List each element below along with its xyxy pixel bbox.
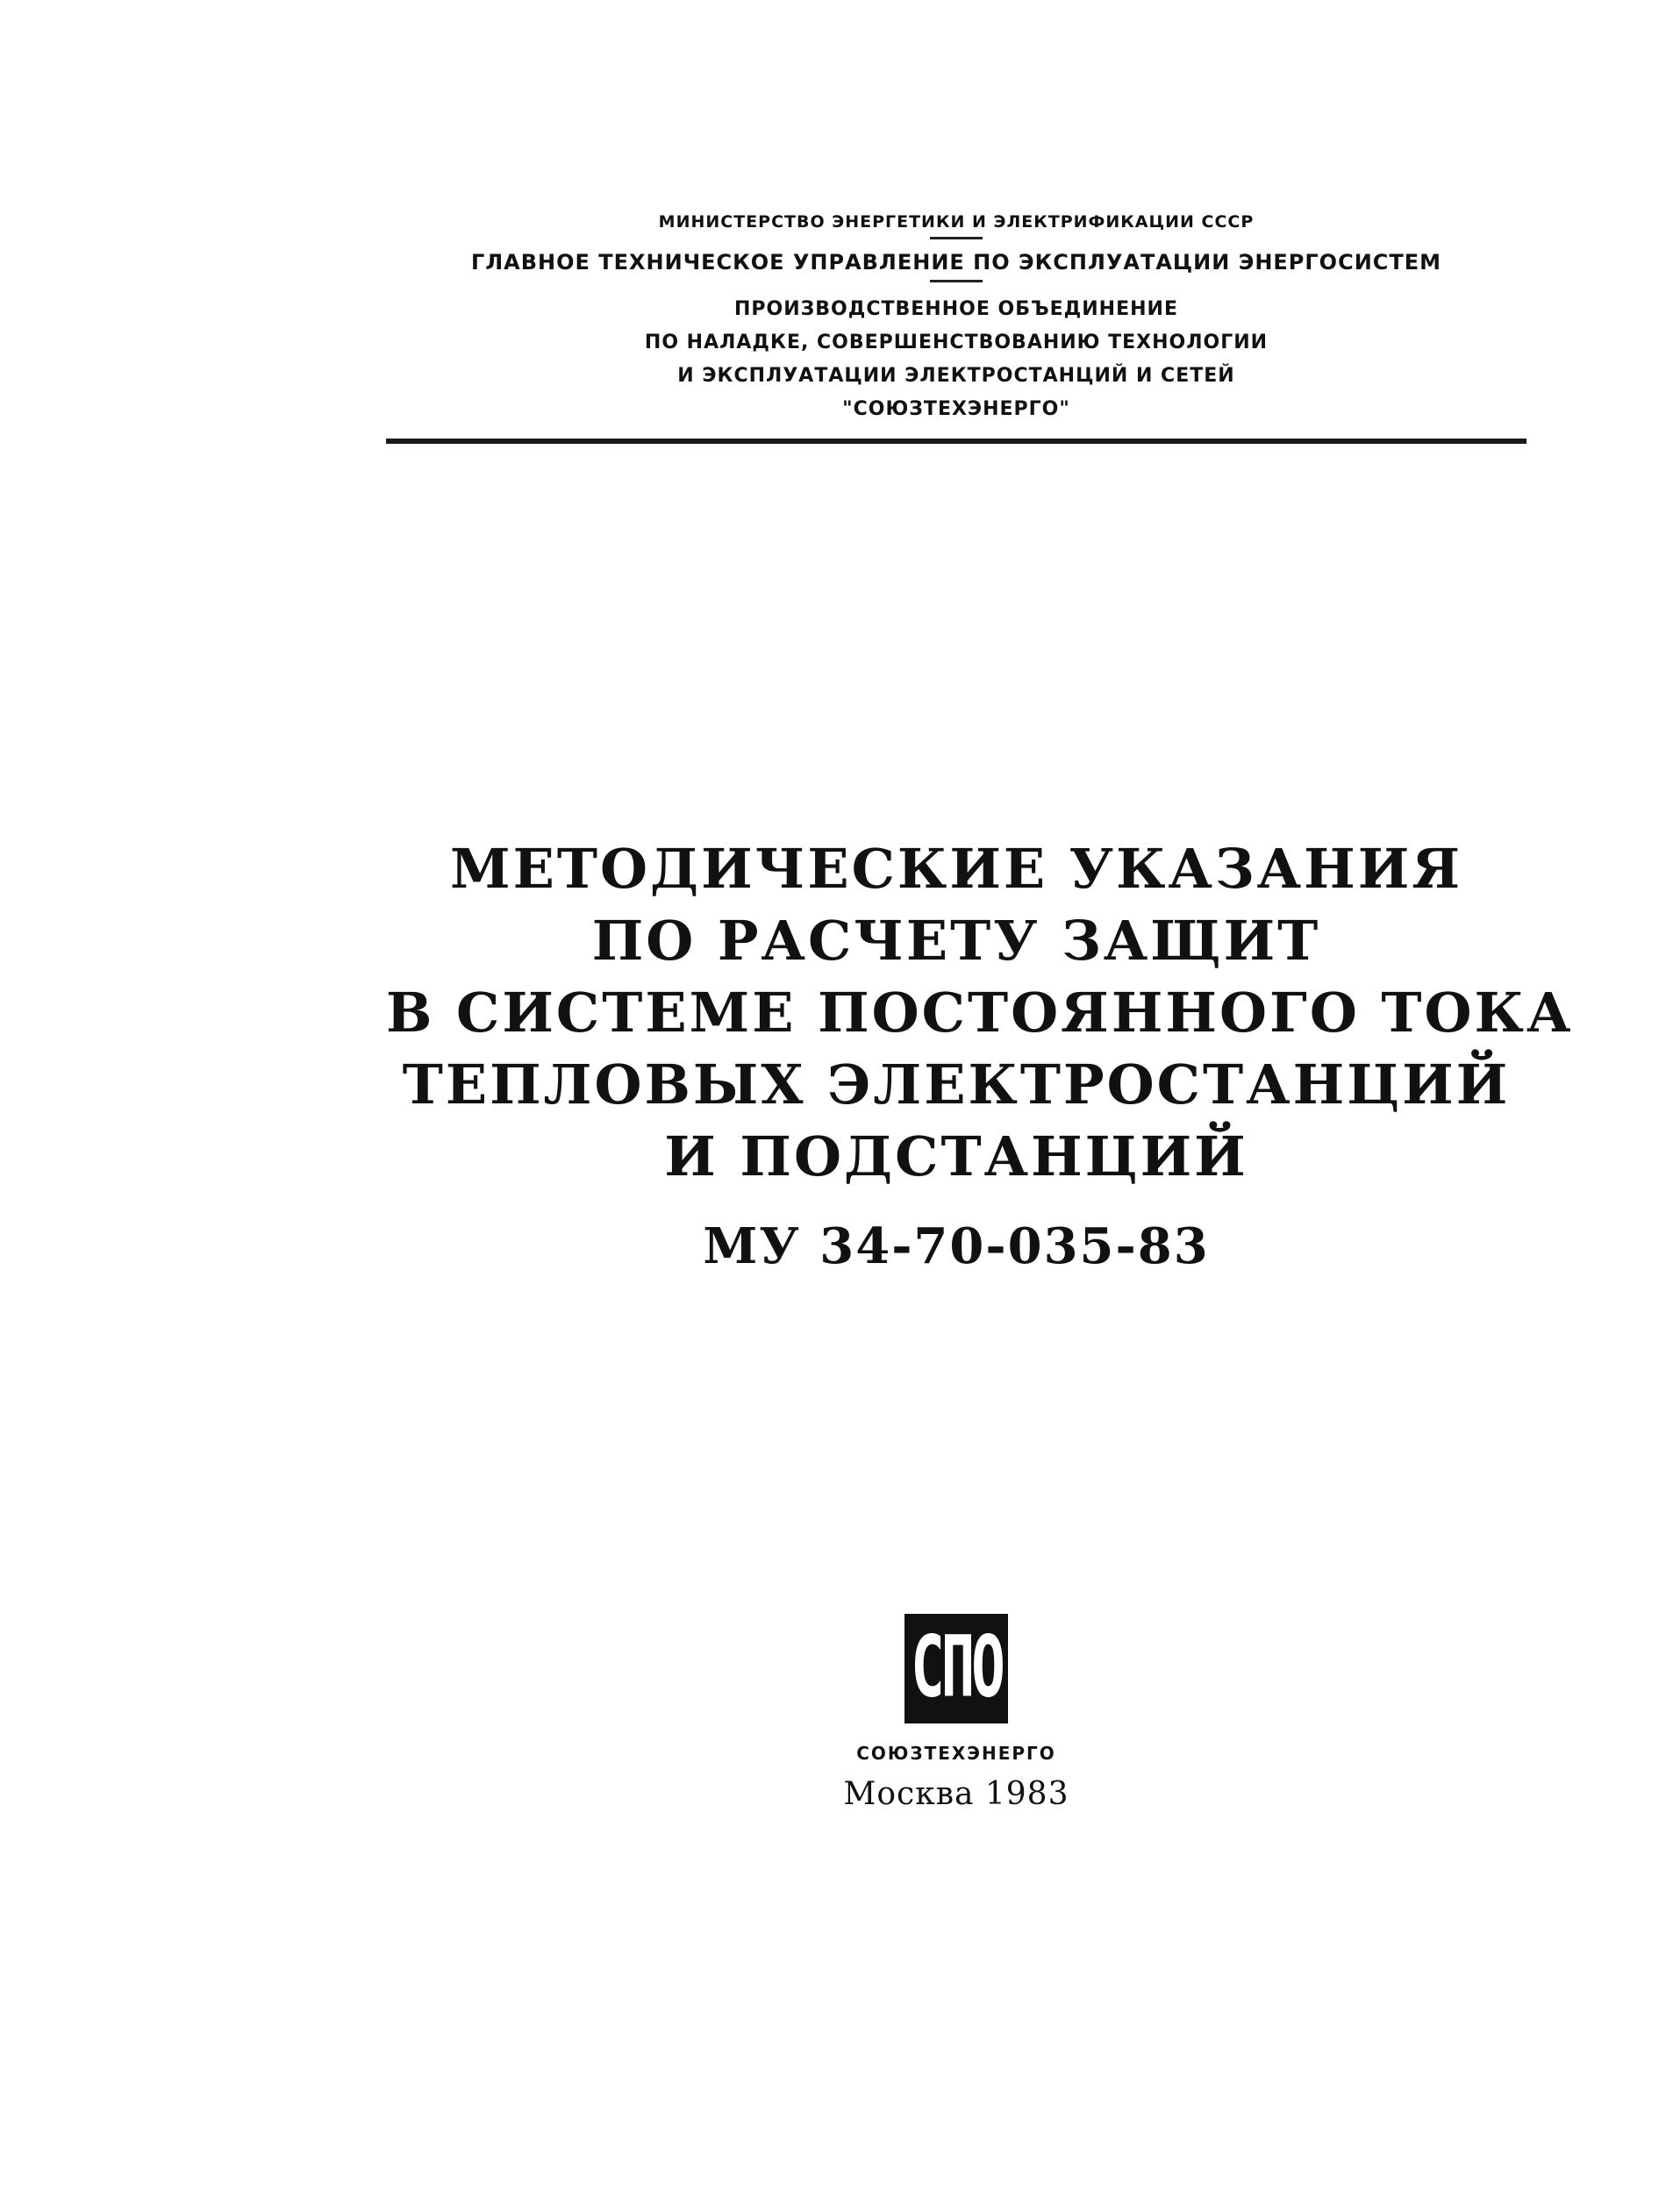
document-code: МУ 34-70-035-83 bbox=[703, 1217, 1210, 1275]
title-line: В СИСТЕМЕ ПОСТОЯННОГО ТОКА bbox=[386, 981, 1574, 1045]
header-short-rule bbox=[930, 280, 983, 282]
publisher-block bbox=[737, 1614, 1176, 1812]
association-line: ПРОИЗВОДСТВЕННОЕ ОБЪЕДИНЕНИЕ bbox=[734, 298, 1178, 320]
header-divider bbox=[386, 439, 1526, 444]
issuing-organization-header bbox=[386, 202, 1526, 444]
title-line: ТЕПЛОВЫХ ЭЛЕКТРОСТАНЦИЙ bbox=[402, 1052, 1511, 1117]
association-line: И ЭКСПЛУАТАЦИИ ЭЛЕКТРОСТАНЦИЙ И СЕТЕЙ bbox=[677, 365, 1235, 387]
title-line: И ПОДСТАНЦИЙ bbox=[664, 1124, 1248, 1188]
publisher-city-year: Москва 1983 bbox=[843, 1776, 1069, 1812]
header-short-rule bbox=[930, 237, 983, 239]
document-title-block bbox=[386, 833, 1574, 1275]
publisher-logo-text: СПО bbox=[911, 1619, 1002, 1717]
publisher-name: СОЮЗТЕХЭНЕРГО bbox=[856, 1743, 1056, 1764]
association-line: ПО НАЛАДКЕ, СОВЕРШЕНСТВОВАНИЮ ТЕХНОЛОГИИ bbox=[644, 332, 1269, 353]
association-line: "СОЮЗТЕХЭНЕРГО" bbox=[842, 398, 1070, 420]
directorate-name: ГЛАВНОЕ ТЕХНИЧЕСКОЕ УПРАВЛЕНИЕ ПО ЭКСПЛУАТАЦИИ ЭНЕРГОСИСТЕМ bbox=[470, 250, 1442, 275]
ministry-name: МИНИСТЕРСТВО ЭНЕРГЕТИКИ И ЭЛЕКТРИФИКАЦИИ СССР bbox=[658, 212, 1255, 232]
title-line: МЕТОДИЧЕСКИЕ УКАЗАНИЯ bbox=[449, 837, 1463, 901]
publisher-logo-icon bbox=[904, 1614, 1008, 1723]
title-line: ПО РАСЧЕТУ ЗАЩИТ bbox=[591, 909, 1321, 973]
